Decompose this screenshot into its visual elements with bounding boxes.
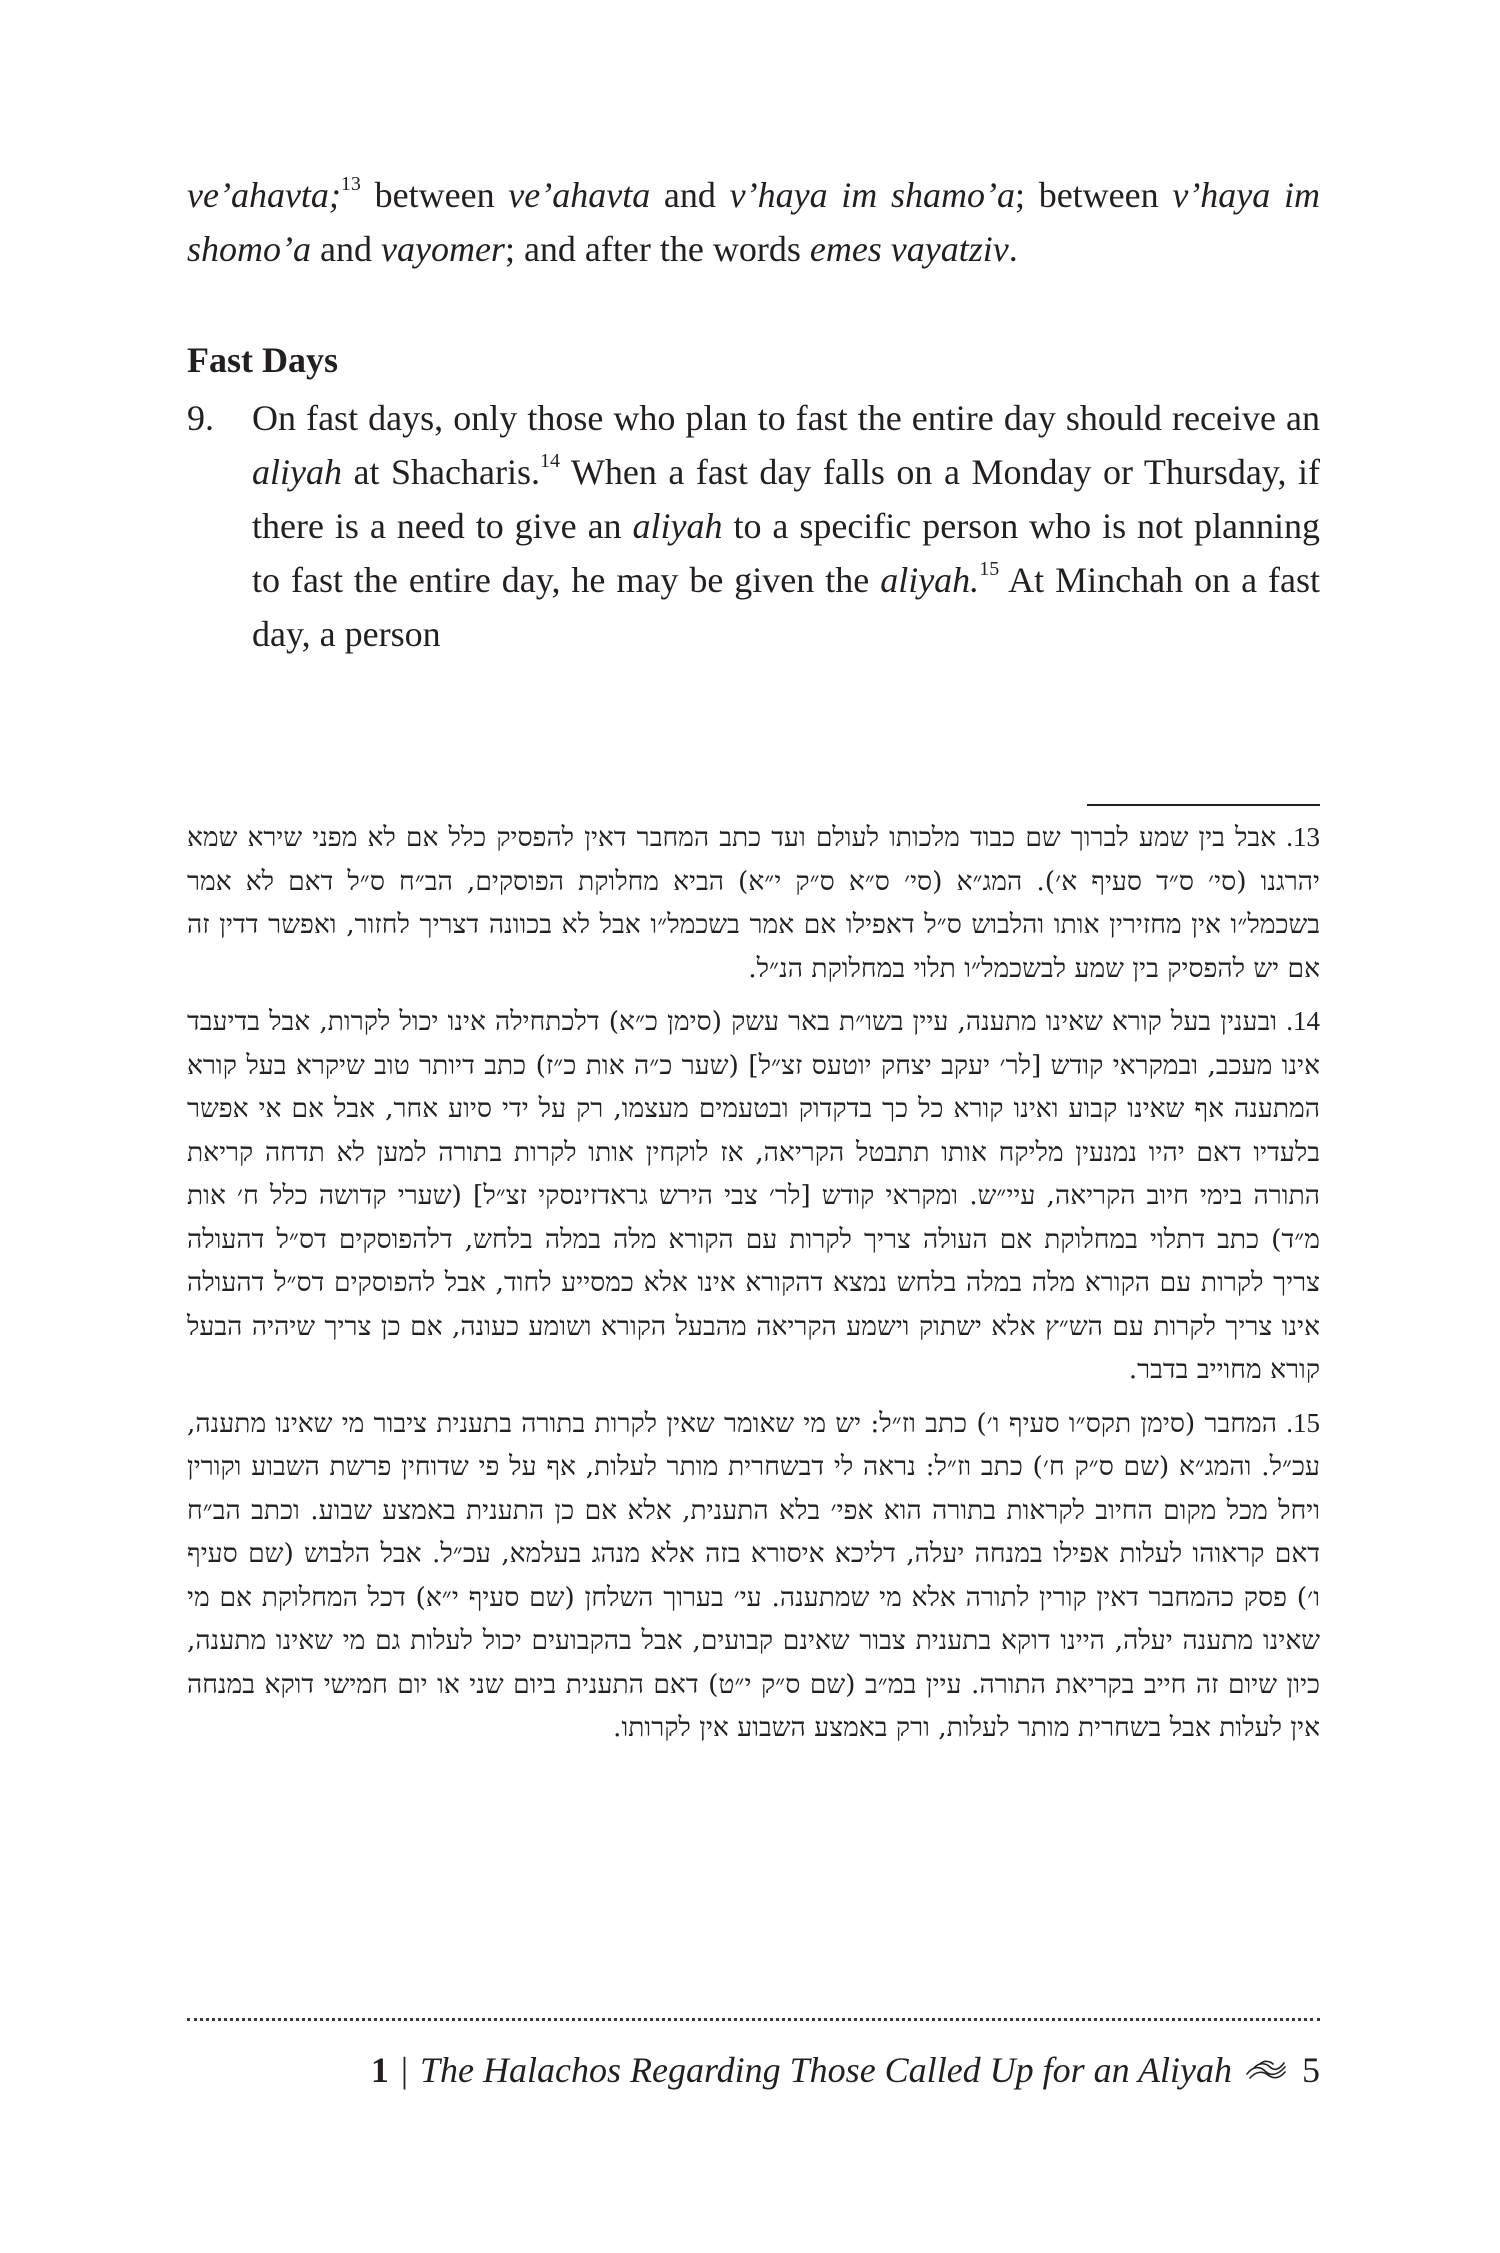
paragraph-body <box>252 391 1320 661</box>
italic-term: ve’ahavta; <box>187 175 341 215</box>
footnote-14 <box>187 1000 1320 1392</box>
section-heading: Fast Days <box>187 340 338 380</box>
footnote-number: 15. <box>1286 1407 1320 1438</box>
text-run: to a specific person who is not planning to fast the entire day, he may be given the <box>252 506 1320 600</box>
footnote-ref-14: 14 <box>540 450 560 472</box>
text-run: and <box>311 229 381 269</box>
text-run: between <box>360 175 509 215</box>
footer-separator: | <box>400 2050 409 2090</box>
footnotes <box>187 816 1320 1760</box>
text-run: ; between <box>1014 175 1173 215</box>
text-run: At Minchah on a fast day, a person <box>252 560 1320 654</box>
footnote-divider <box>1087 804 1320 806</box>
text-run: When a fast day falls on a Monday or Thursday, if there is a need to give an <box>252 452 1321 546</box>
text-run: . <box>1008 229 1018 269</box>
italic-term: v’haya im shamo’a <box>729 175 1015 215</box>
chapter-number: 1 <box>370 2050 389 2090</box>
main-text <box>187 168 1320 661</box>
footnote-ref-13: 13 <box>340 173 361 195</box>
paragraph-continuation <box>187 168 1320 276</box>
wave-ornament-icon <box>1244 2058 1288 2082</box>
footnote-13 <box>187 816 1320 990</box>
italic-term: emes vayatziv <box>809 229 1009 269</box>
numbered-paragraph-9 <box>187 391 1320 661</box>
text-run: at Shacharis. <box>341 452 540 492</box>
text-run: and <box>650 175 730 215</box>
footnote-15 <box>187 1402 1320 1750</box>
running-title: The Halachos Regarding Those Called Up for an Aliyah <box>420 2050 1232 2090</box>
text-run: ; and after the words <box>504 229 810 269</box>
text-run: On fast days, only those who plan to fast the entire day should receive an <box>252 398 1320 438</box>
footnote-text: ובענין בעל קורא שאינו מתענה, עיין בשו״ת באר עשק (סימן כ״א) דלכתחילה אינו יכול לקרות, אבל בדיעבד אינו מעכב, ובמקראי קודש [לר׳ יעקב יצחק יוטעס זצ״ל] (שער כ״ה אות כ״ז) כתב דיותר טוב שיקרא בעל קורא המתענה אף שאינו קבוע ואינו קורא כל כך בדקדוק ובטעמים מעצמו, רק על ידי סיוע אחר, אבל אם אי אפשר בלעדיו דאם יהיו נמנעין מליקח אותו תתבטל הקריאה, אז לוקחין אותו לקרות בתורה למען לא תדחה קריאת התורה בימי חיוב הקריאה, עיי״ש. ומקראי קודש [לר׳ צבי הירש גראדזינסקי זצ״ל] (שערי קדושה כלל ח׳ אות מ״ד) כתב דתלוי במחלוקת אם העולה צריך לקרות עם הקורא מלה במלה בלחש, דלהפוסקים דס״ל דהעולה צריך לקרות עם הקורא מלה במלה בלחש נמצא דהקורא אינו אלא כמסייע לחוד, אבל להפוסקים דס״ל דהעולה אינו צריך לקרות עם הש״ץ אלא ישתוק וישמע הקריאה מהבעל הקורא ושומע כעונה, אם כן צריך שיהיה הבעל קורא מחוייב בדבר. <box>187 1006 1320 1385</box>
footnote-number: 13. <box>1286 822 1320 852</box>
footnote-ref-15: 15 <box>979 558 1000 580</box>
page-number: 5 <box>1302 2050 1320 2090</box>
running-footer <box>187 2040 1320 2100</box>
italic-term: aliyah <box>632 506 723 546</box>
footnote-text: אבל בין שמע לברוך שם כבוד מלכותו לעולם ועד כתב המחבר דאין להפסיק כלל אם לא מפני שירא שמא יהרגנו (סי׳ ס״ד סעיף א׳). המג״א (סי׳ ס״א ס״ק י״א) הביא מחלוקת הפוסקים, הב״ח ס״ל דאם לא אמר בשכמל״ו אין מחזירין אותו והלבוש ס״ל דאפילו אם אמר בשכמל״ו אבל לא בכוונה דצריך לחזור, ואפשר דדין זה אם יש להפסיק בין שמע לבשכמל״ו תלוי במחלוקת הנ״ל. <box>187 822 1320 984</box>
italic-term: vayomer <box>380 229 505 269</box>
footer-dotted-divider <box>187 2018 1320 2021</box>
paragraph-number: 9. <box>187 398 214 438</box>
italic-term: aliyah. <box>880 560 980 600</box>
footnote-text: המחבר (סימן תקס״ו סעיף ו׳) כתב וז״ל: יש מי שאומר שאין לקרות בתורה בתענית ציבור מי שאינו מתענה, עכ״ל. והמג״א (שם ס״ק ח׳) כתב וז״ל: נראה לי דבשחרית מותר לעלות, אף על פי שדוחין פרשת השבוע וקורין ויחל מכל מקום החיוב לקראות בתורה הוא אפי׳ בלא התענית, אלא אם כן התענית באמצע שבוע. וכתב הב״ח דאם קראוהו לעלות אפילו במנחה יעלה, דליכא איסורא בזה אלא מנהג בעלמא, עכ״ל. אבל הלבוש (שם סעיף ו׳) פסק כהמחבר דאין קורין לתורה אלא מי שמתענה. עי׳ בערוך השלחן (שם סעיף י״א) דכל המחלוקת אם מי שאינו מתענה יעלה, היינו דוקא בתענית צבור שאינם קבועים, אבל בהקבועים יכול לעלות גם מי שאינו מתענה, כיון שיום זה חייב בקריאת התורה. עיין במ״ב (שם ס״ק י״ט) דאם התענית ביום שני או יום חמישי דוקא במנחה אין לעלות אבל בשחרית מותר לעלות, ורק באמצע השבוע אין לקרותו. <box>187 1407 1320 1743</box>
italic-term: v’haya im shomo’a <box>187 175 1320 269</box>
footnote-number: 14. <box>1286 1006 1320 1036</box>
italic-term: ve’ahavta <box>508 175 651 215</box>
italic-term: aliyah <box>252 452 342 492</box>
